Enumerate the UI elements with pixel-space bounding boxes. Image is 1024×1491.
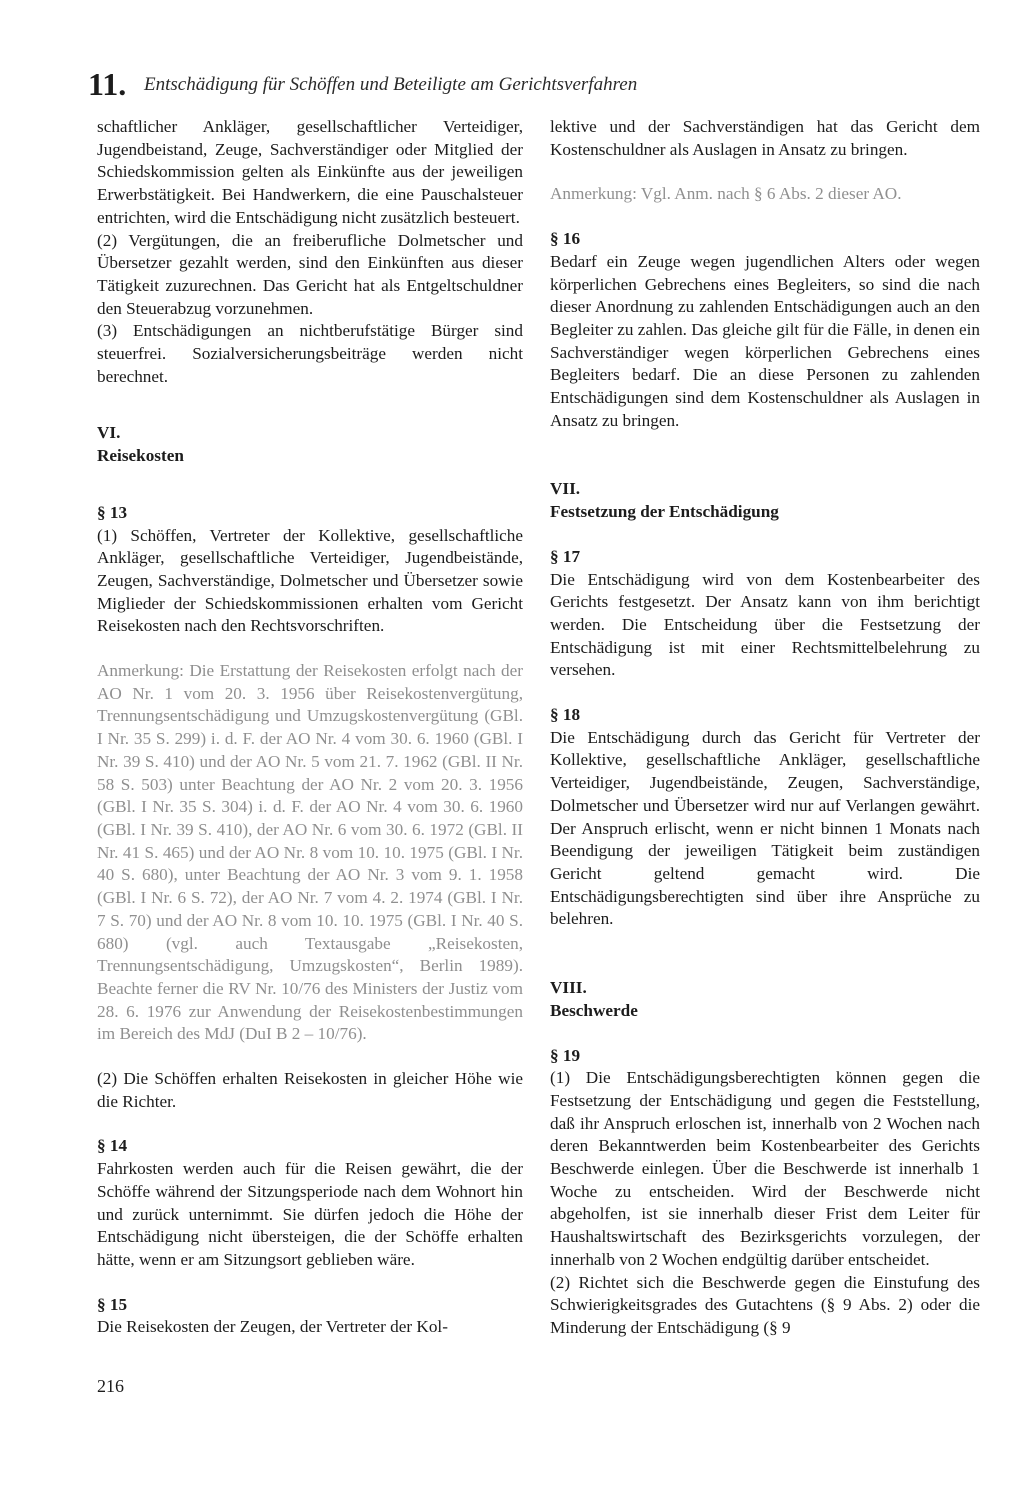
section-18-text: Die Entschädigung durch das Gericht für Vertreter der Kollektive, gesellschaftliche Ankläger, gesellschaftliche Verteidiger, Jugendbeistände, Zeugen, Sachverständige, Dolmetscher und Übersetzer wird nur auf Verlangen gewährt. Der Anspruch erlischt, wenn er nicht binnen 1 Monats nach Beendigung der jeweiligen Tätigkeit beim zuständigen Gericht geltend gemacht wird. Die Entschädigungsberechtigten sind über ihre Ansprüche zu belehren. — [550, 727, 980, 929]
page-header — [88, 64, 968, 104]
section-15-label: § 15 — [97, 1294, 128, 1314]
left-column — [97, 116, 523, 1339]
section-15-text-start: Die Reisekosten der Zeugen, der Vertreter der Kol- — [97, 1317, 448, 1337]
section-19-paragraph-1: (1) Die Entschädigungsberechtigten können gegen die Festsetzung der Entschädigung und gegen die Feststellung, daß ihr Anspruch erloschen ist, innerhalb von 2 Wochen nach deren Bekanntwerden beim Kostenbearbeiter des Gerichts Beschwerde einlegen. Über die Beschwerde ist innerhalb 1 Woche zu entscheiden. Wird der Beschwerde nicht abgeholfen, ist sie innerhalb dieser Frist dem Leiter für Haushaltswirtschaft des Bezirksgerichts vorzulegen, der innerhalb von 2 Wochen endgültig darüber entscheidet. — [550, 1068, 980, 1269]
section-16-label: § 16 — [550, 229, 581, 249]
section-vii-title: Festsetzung der Entschädigung — [550, 502, 779, 522]
paragraph-continued: schaftlicher Ankläger, gesellschaftlicher Verteidiger, Jugendbeistand, Zeuge, Sachverständiger oder Mitglied der Schiedskommission gelten als Einkünfte aus der jeweiligen Erwerbstätigkeit. Bei Handwerkern, die eine Pauschalsteuer entrichten, wird die Entschädigung nicht zusätzlich besteuert. — [97, 117, 523, 227]
paragraph-3: (3) Entschädigungen an nichtberufstätige Bürger sind steuerfrei. Sozialversicherungsbeiträge werden nicht berechnet. — [97, 321, 523, 386]
section-viii-number: VIII. — [550, 978, 587, 998]
section-17-label: § 17 — [550, 546, 581, 566]
section-13-label: § 13 — [97, 502, 128, 522]
section-19-label: § 19 — [550, 1045, 581, 1065]
section-18-label: § 18 — [550, 705, 581, 725]
section-vii-number: VII. — [550, 479, 581, 499]
section-15-text-continued: lektive und der Sachverständigen hat das Gericht dem Kostenschuldner als Auslagen in Ansatz zu bringen. — [550, 117, 980, 159]
section-15-note: Anmerkung: Vgl. Anm. nach § 6 Abs. 2 dieser AO. — [550, 184, 902, 204]
section-13-paragraph-2: (2) Die Schöffen erhalten Reisekosten in gleicher Höhe wie die Richter. — [97, 1069, 523, 1111]
section-viii-title: Beschwerde — [550, 1000, 638, 1020]
section-19-paragraph-2: (2) Richtet sich die Beschwerde gegen die Einstufung des Schwierigkeitsgrades des Gutachtens (§ 9 Abs. 2) oder die Minderung der Entschädigung (§ 9 — [550, 1272, 980, 1337]
section-13-note: Anmerkung: Die Erstattung der Reisekosten erfolgt nach der AO Nr. 1 vom 20. 3. 1956 über Reisekostenvergütung, Trennungsentschädigung und Umzugskostenvergütung (GBl. I Nr. 35 S. 299) i. d. F. der AO Nr. 4 vom 30. 6. 1960 (GBl. I Nr. 39 S. 410) und der AO Nr. 5 vom 21. 7. 1962 (GBl. II Nr. 58 S. 503) unter Beachtung der AO Nr. 2 vom 20. 3. 1956 (GBl. I Nr. 35 S. 304) i. d. F. der AO Nr. 4 vom 30. 6. 1960 (GBl. I Nr. 39 S. 410), der AO Nr. 6 vom 30. 6. 1972 (GBl. II Nr. 41 S. 465) und der AO Nr. 8 vom 10. 10. 1975 (GBl. I Nr. 40 S. 680), unter Beachtung der AO Nr. 3 vom 9. 1. 1958 (GBl. I Nr. 6 S. 72), der AO Nr. 7 vom 4. 2. 1974 (GBl. I Nr. 7 S. 70) und der AO Nr. 8 vom 10. 10. 1975 (GBl. I Nr. 40 S. 680) (vgl. auch Textausgabe „Reisekosten, Trennungsentschädigung, Umzugskosten“, Berlin 1989). Beachte ferner die RV Nr. 10/76 des Ministers der Justiz vom 28. 6. 1976 zur Anwendung der Reisekostenbestimmungen im Bereich des MdJ (DuI B 2 – 10/76). — [97, 661, 523, 1044]
right-column — [550, 116, 980, 1340]
section-16-text: Bedarf ein Zeuge wegen jugendlichen Alters oder wegen körperlichen Gebrechens eines Begleiters, so sind die nach dieser Anordnung zu zahlenden Entschädigungen auch an den Begleiter zu zahlen. Das gleiche gilt für die Fälle, in denen ein Sachverständiger wegen körperlichen Gebrechens eines Begleiters bedarf. Die an diese Personen zu zahlenden Entschädigungen sind dem Kostenschuldner als Auslagen in Ansatz zu bringen. — [550, 251, 981, 430]
paragraph-2: (2) Vergütungen, die an freiberufliche Dolmetscher und Übersetzer gezahlt werden, sind den Einkünften aus dieser Tätigkeit zuzurechnen. Das Gericht hat als Entgeltschuldner den Steuerabzug vorzunehmen. — [97, 230, 523, 318]
section-14-label: § 14 — [97, 1136, 128, 1156]
section-17-text: Die Entschädigung wird von dem Kostenbearbeiter des Gerichts festgesetzt. Der Ansatz kann von ihm berichtigt werden. Die Entscheidung über die Festsetzung der Entschädigung ist mit einer Rechtsmittelbelehrung zu versehen. — [550, 569, 980, 680]
section-14-text: Fahrkosten werden auch für die Reisen gewährt, die der Schöffe während der Sitzungsperiode nach dem Wohnort hin und zurück unternimmt. Sie dürfen jedoch die Höhe der Entschädigung nicht übersteigen, die der Schöffe erhalten hätte, wenn er am Sitzungsort geblieben wäre. — [97, 1159, 523, 1269]
section-vi-number: VI. — [97, 423, 121, 443]
running-title: Entschädigung für Schöffen und Beteiligte am Gerichtsverfahren — [144, 74, 638, 95]
section-vi-title: Reisekosten — [97, 446, 184, 466]
page-number: 216 — [97, 1376, 124, 1396]
chapter-number: 11. — [88, 66, 127, 102]
section-13-paragraph-1: (1) Schöffen, Vertreter der Kollektive, gesellschaftliche Ankläger, gesellschaftliche Verteidiger, Jugendbeistände, Zeugen, Sachverständige, Dolmetscher und Übersetzer sowie Miglieder der Schiedskommissionen erhalten vom Gericht Reisekosten nach den Rechtsvorschriften. — [97, 525, 523, 636]
